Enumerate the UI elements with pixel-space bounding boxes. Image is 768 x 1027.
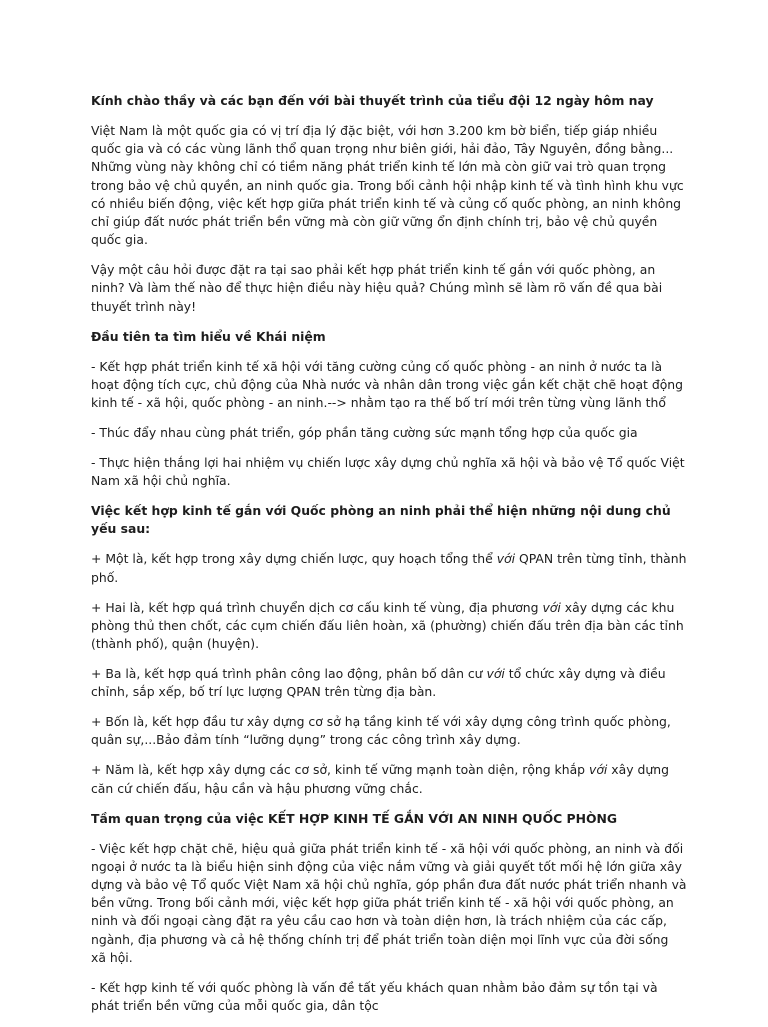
concept-item: - Thúc đẩy nhau cùng phát triển, góp phần tăng cường sức mạnh tổng hợp của quốc gia <box>91 425 638 441</box>
content-item-text: + Hai là, kết hợp quá trình chuyển dịch cơ cấu kinh tế vùng, địa phương <box>91 599 543 615</box>
importance-item: - Kết hợp kinh tế với quốc phòng là vấn đề tất yếu khách quan nhằm bảo đảm sự tồn tại và phát triển bền vững của mỗi quốc gia, dân tộc <box>91 979 658 1014</box>
intro-paragraph: Việt Nam là một quốc gia có vị trí địa lý đặc biệt, với hơn 3.200 km bờ biển, tiếp giáp nhiều quốc gia và có các vùng lãnh thổ quan trọng như biên giới, hải đảo, Tây Nguyên, đồng bằng... Những vùng này không chỉ có tiềm năng phát triển kinh tế lớn mà còn giữ vai trò quan trọng trong bảo vệ chủ quyền, an ninh quốc gia. Trong bối cảnh hội nhập kinh tế và tình hình khu vực có nhiều biến động, việc kết hợp giữa phát triển kinh tế và củng cố quốc phòng, an ninh không chỉ giúp đất nước phát triển bền vững mà còn giữ vững ổn định chính trị, bảo vệ chủ quyền quốc gia. <box>91 123 684 248</box>
emphasis-text: với <box>542 599 561 615</box>
content-item-3 <box>91 665 687 701</box>
content-item-4: + Bốn là, kết hợp đầu tư xây dựng cơ sở hạ tầng kinh tế với xây dựng công trình quốc phòng, quân sự,...Bảo đảm tính “lưỡng dụng” trong các công trình xây dựng. <box>91 714 671 748</box>
content-heading: Việc kết hợp kinh tế gắn với Quốc phòng an ninh phải thể hiện những nội dung chủ yếu sau: <box>91 503 671 537</box>
emphasis-text: với <box>496 551 516 567</box>
concept-item: - Kết hợp phát triển kinh tế xã hội với tăng cường củng cố quốc phòng - an ninh ở nước ta là hoạt động tích cực, chủ động của Nhà nước và nhân dân trong việc gắn kết chặt chẽ hoạt động kinh tế - xã hội, quốc phòng - an ninh.--> nhằm tạo ra thế bố trí mới trên từng vùng lãnh thổ <box>91 358 684 411</box>
question-paragraph: Vậy một câu hỏi được đặt ra tại sao phải kết hợp phát triển kinh tế gắn với quốc phòng, an ninh? Và làm thế nào để thực hiện điều này hiệu quả? Chúng mình sẽ làm rõ vấn đề qua bài thuyết trình này! <box>91 262 663 314</box>
content-item-5 <box>91 761 687 797</box>
concept-heading: Đầu tiên ta tìm hiểu về Khái niệm <box>91 328 326 344</box>
content-item-text: QPAN trên từng tỉnh, thành phố. <box>91 551 687 585</box>
content-item-text: + Năm là, kết hợp xây dựng các cơ sở, kinh tế vững mạnh toàn diện, rộng khắp <box>91 762 589 778</box>
content-item-text: xây dựng căn cứ chiến đấu, hậu cần và hậu phương vững chắc. <box>91 762 669 796</box>
importance-heading: Tầm quan trọng của việc KẾT HỢP KINH TẾ GẮN VỚI AN NINH QUỐC PHÒNG <box>91 810 618 826</box>
emphasis-text: với <box>486 666 505 682</box>
emphasis-text: với <box>589 762 608 778</box>
document-page <box>91 92 687 1027</box>
content-item-2 <box>91 599 687 654</box>
concept-item: - Thực hiện thắng lợi hai nhiệm vụ chiến lược xây dựng chủ nghĩa xã hội và bảo vệ Tổ quốc Việt Nam xã hội chủ nghĩa. <box>91 455 685 489</box>
content-item-text: tổ chức xây dựng và điều chỉnh, sắp xếp, bố trí lực lượng QPAN trên từng địa bàn. <box>91 666 666 700</box>
content-item-text: + Ba là, kết hợp quá trình phân công lao động, phân bố dân cư <box>91 666 487 682</box>
content-item-1 <box>91 550 687 586</box>
content-item-text: + Một là, kết hợp trong xây dựng chiến lược, quy hoạch tổng thể <box>91 551 497 567</box>
content-item-text: xây dựng các khu phòng thủ then chốt, các cụm chiến đấu liên hoàn, xã (phường) chiến đấu trên địa bàn các tỉnh (thành phố), quận (huyện). <box>91 599 684 652</box>
importance-item: - Việc kết hợp chặt chẽ, hiệu quả giữa phát triển kinh tế - xã hội với quốc phòng, an ninh và đối ngoại ở nước ta là biểu hiện sinh động của việc nắm vững và giải quyết tốt mối hệ lớn giữa xây dựng và bảo vệ Tổ quốc Việt Nam xã hội chủ nghĩa, góp phần đưa đất nước phát triển nhanh và bền vững. Trong bối cảnh mới, việc kết hợp giữa phát triển kinh tế - xã hội với quốc phòng, an ninh và đối ngoại càng đặt ra yêu cầu cao hơn và toàn diện hơn, là trách nhiệm của các cấp, ngành, địa phương và cả hệ thống chính trị để phát triển toàn diện mọi lĩnh vực của đời sống xã hội. <box>91 840 687 965</box>
greeting-heading: Kính chào thầy và các bạn đến với bài thuyết trình của tiểu đội 12 ngày hôm nay <box>91 93 654 108</box>
